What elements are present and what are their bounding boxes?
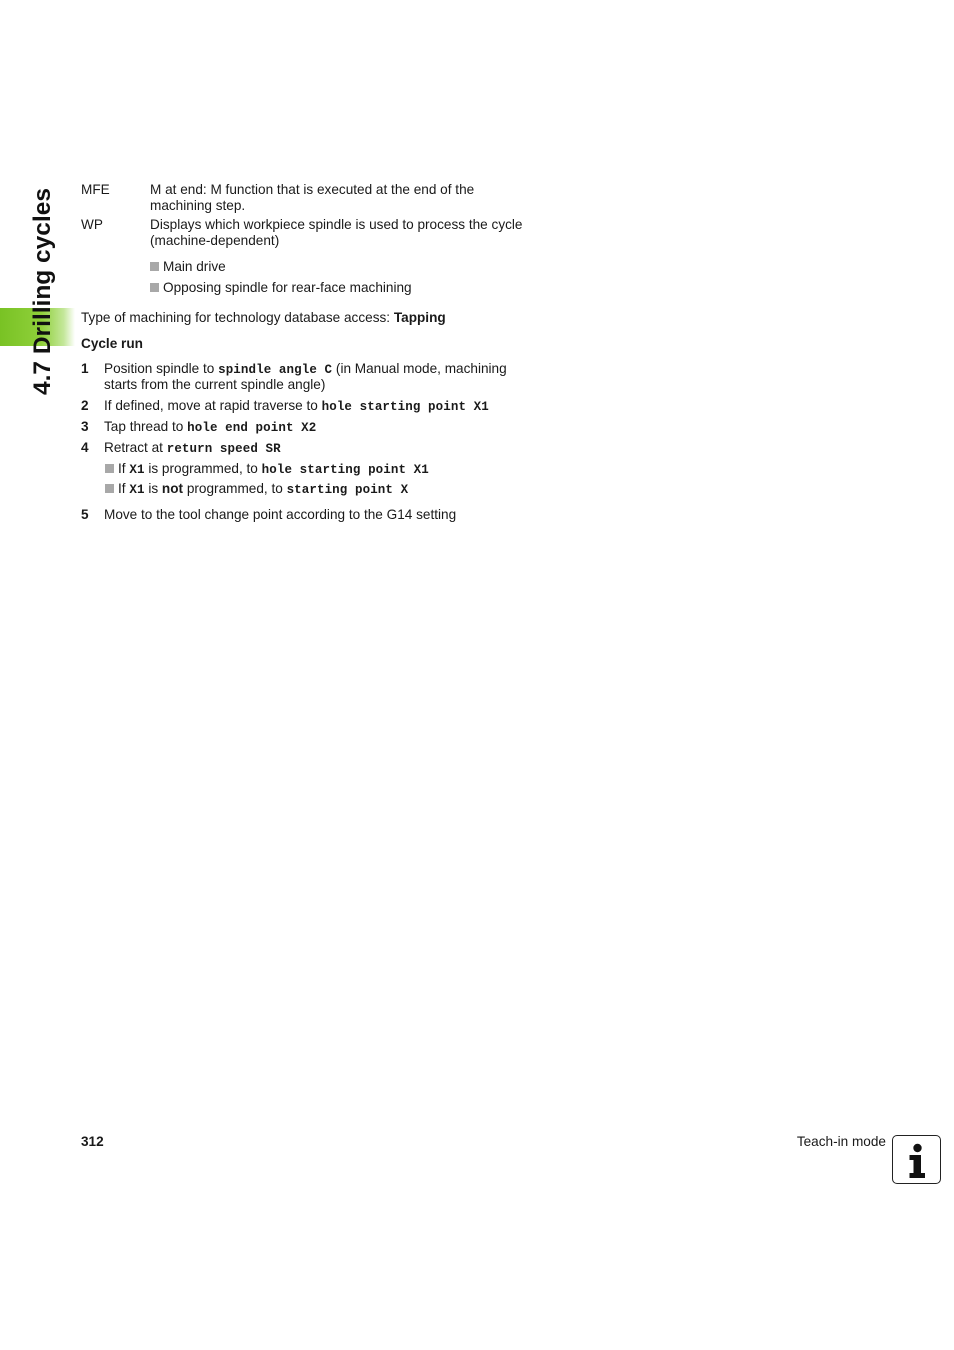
step-number: 2 xyxy=(81,398,89,413)
bullet-square-icon xyxy=(150,262,159,271)
info-icon xyxy=(892,1135,941,1184)
cycle-run-heading: Cycle run xyxy=(81,336,143,351)
step-1-text: Position spindle to spindle angle C (in Manual mode, machining xyxy=(104,361,507,377)
wp-option-main-drive: Main drive xyxy=(150,259,226,275)
bullet-square-icon xyxy=(105,484,114,493)
param-desc-wp: Displays which workpiece spindle is used to process the cycle (machine-dependent) xyxy=(150,217,523,248)
footer-mode-label: Teach-in mode xyxy=(796,1134,886,1149)
step-5-text: Move to the tool change point according to the G14 setting xyxy=(104,507,457,522)
param-desc-mfe: M at end: M function that is executed at the end of the machining step. xyxy=(150,182,475,213)
step-number: 4 xyxy=(81,440,89,455)
param-term-mfe: MFE xyxy=(81,182,110,197)
step-number: 3 xyxy=(81,419,89,434)
step-number: 1 xyxy=(81,361,89,376)
info-glyph-icon xyxy=(893,1136,940,1183)
step-4-sub-bullet-programmed: If X1 is programmed, to hole starting point X1 xyxy=(105,461,429,478)
step-3-text: Tap thread to hole end point X2 xyxy=(104,419,317,435)
wp-option-opposing-spindle: Opposing spindle for rear-face machining xyxy=(150,280,412,296)
step-1-text-line2: starts from the current spindle angle) xyxy=(104,377,326,392)
bullet-square-icon xyxy=(105,464,114,473)
machining-type-line: Type of machining for technology database access: Tapping xyxy=(81,310,446,325)
bullet-square-icon xyxy=(150,283,159,292)
step-number: 5 xyxy=(81,507,89,522)
param-term-wp: WP xyxy=(81,217,103,232)
step-4-text: Retract at return speed SR xyxy=(104,440,281,456)
chapter-title: 4.7 Drilling cycles xyxy=(29,188,56,395)
step-4-sub-bullet-not-programmed: If X1 is not programmed, to starting point X xyxy=(105,481,408,498)
step-2-text: If defined, move at rapid traverse to hole starting point X1 xyxy=(104,398,489,414)
page-number: 312 xyxy=(81,1134,104,1149)
